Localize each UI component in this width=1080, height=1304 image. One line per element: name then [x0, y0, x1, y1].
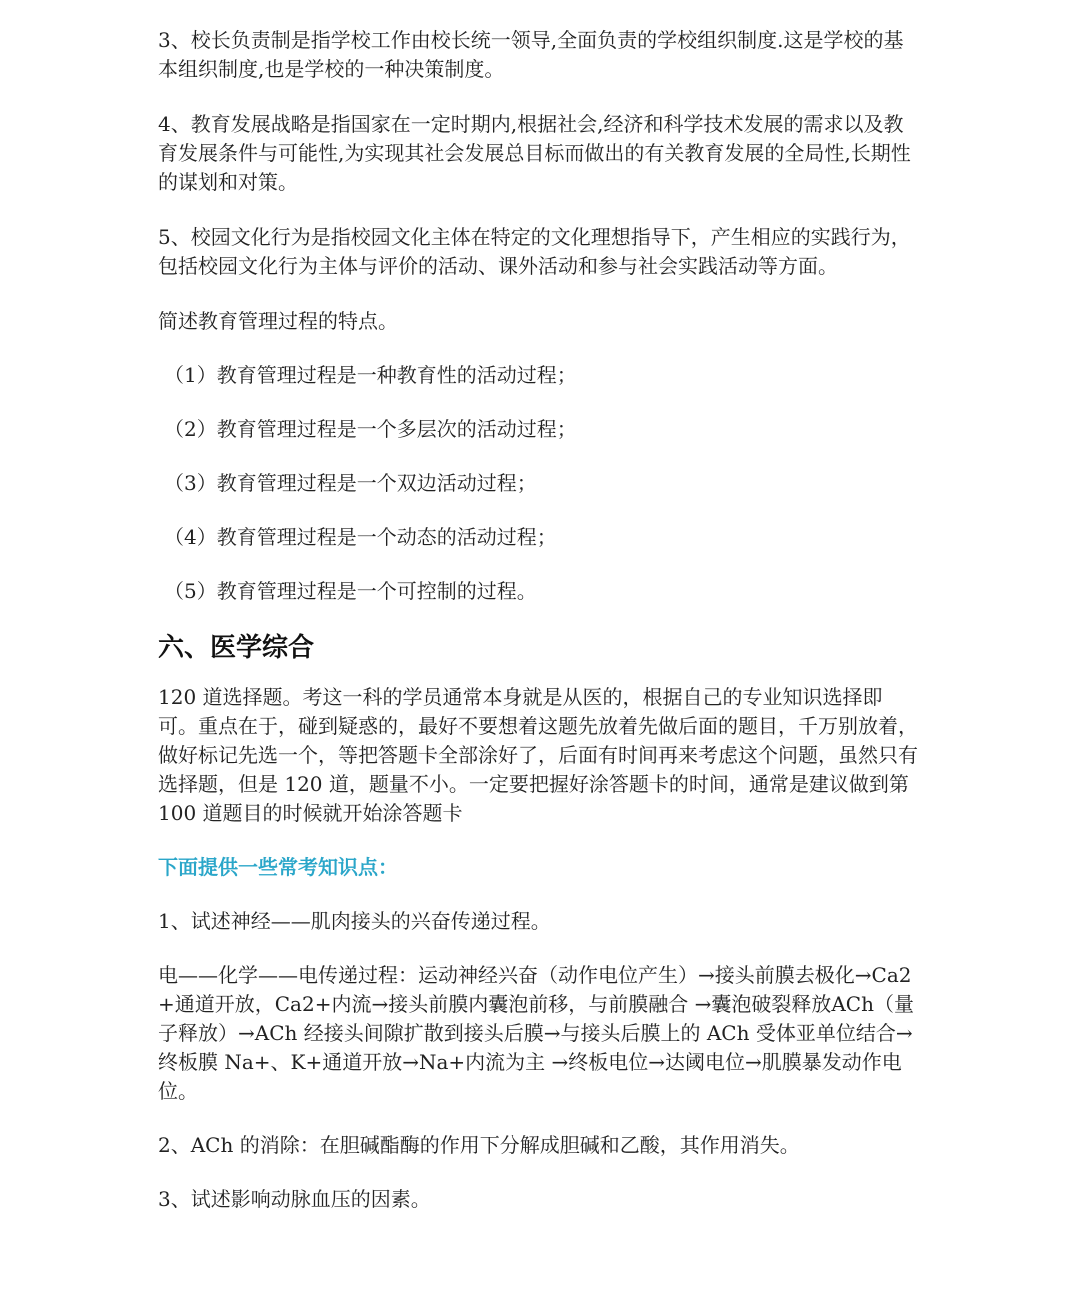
paragraph-question-1: 1、试述神经——肌肉接头的兴奋传递过程。 — [158, 909, 551, 933]
feature-item-2: （2）教育管理过程是一个多层次的活动过程； — [164, 417, 577, 441]
section-heading-medical: 六、医学综合 — [158, 633, 315, 663]
paragraph-education-strategy: 4、教育发展战略是指国家在一定时期内,根据社会,经济和科学技术发展的需求以及教育发展条件与可能性,为实现其社会发展总目标而做出的有关教育发展的全局性,长期性的谋划和对策。 — [158, 112, 911, 194]
paragraph-question-management: 简述教育管理过程的特点。 — [158, 309, 398, 333]
paragraph-campus-culture: 5、校园文化行为是指校园文化主体在特定的文化理想指导下，产生相应的实践行为，包括校园文化行为主体与评价的活动、课外活动和参与社会实践活动等方面。 — [158, 225, 911, 278]
paragraph-principal-responsibility: 3、校长负责制是指学校工作由校长统一领导,全面负责的学校组织制度.这是学校的基本组织制度,也是学校的一种决策制度。 — [158, 28, 904, 81]
feature-item-3: （3）教育管理过程是一个双边活动过程； — [164, 471, 537, 495]
paragraph-question-3: 3、试述影响动脉血压的因素。 — [158, 1187, 431, 1211]
document-page — [158, 26, 922, 1239]
paragraph-answer-1: 电——化学——电传递过程：运动神经兴奋（动作电位产生）→接头前膜去极化→Ca2+通道开放，Ca2+内流→接头前膜内囊泡前移，与前膜融合 →囊泡破裂释放ACh（量子释放）→ACh 经接头间隙扩散到接头后膜→与接头后膜上的 ACh 受体亚单位结合→终板膜 Na+、K+通道开放→Na+内流为主 →终板电位→达阈电位→肌膜暴发动作电位。 — [158, 963, 914, 1103]
feature-item-4: （4）教育管理过程是一个动态的活动过程； — [164, 525, 557, 549]
paragraph-question-2: 2、ACh 的消除：在胆碱酯酶的作用下分解成胆碱和乙酸，其作用消失。 — [158, 1133, 800, 1157]
feature-item-5: （5）教育管理过程是一个可控制的过程。 — [164, 579, 537, 603]
highlight-knowledge-points: 下面提供一些常考知识点： — [158, 855, 398, 879]
paragraph-medical-intro: 120 道选择题。考这一科的学员通常本身就是从医的，根据自己的专业知识选择即可。重点在于，碰到疑惑的，最好不要想着这题先放着先做后面的题目，千万别放着，做好标记先选一个，等把答题卡全部涂好了，后面有时间再来考虑这个问题，虽然只有选择题，但是 120 道，题量不小。一定要把握好涂答题卡的时间，通常是建议做到第 100 道题目的时候就开始涂答题卡 — [158, 685, 918, 825]
feature-item-1: （1）教育管理过程是一种教育性的活动过程； — [164, 363, 577, 387]
